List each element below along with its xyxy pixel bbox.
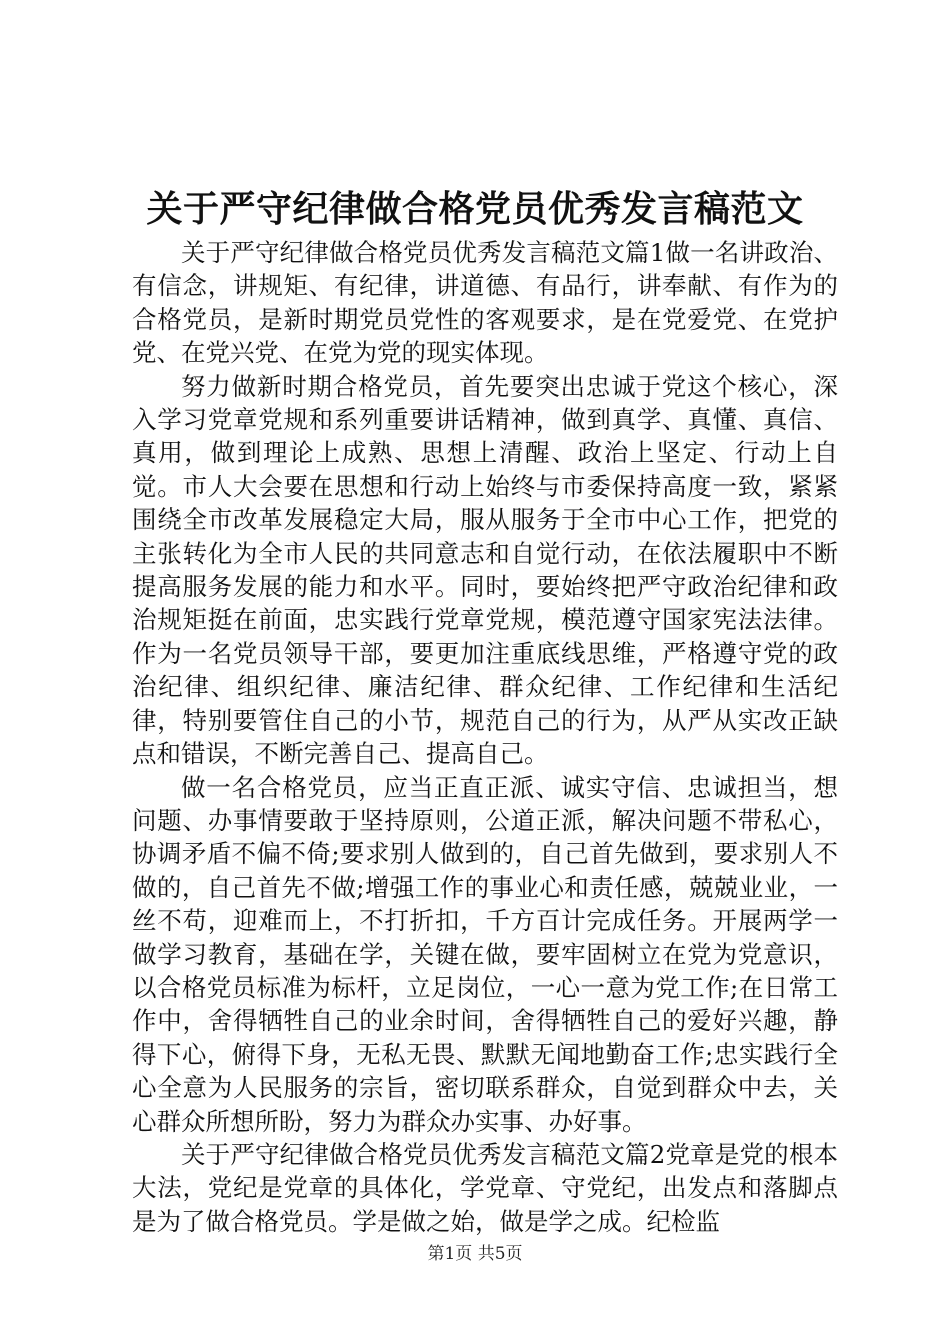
paragraph-4: 关于严守纪律做合格党员优秀发言稿范文篇2党章是党的根本大法，党纪是党章的具体化，学党章、守党纪，出发点和落脚点是为了做合格党员。学是做之始，做是学之成。纪检监 bbox=[132, 1139, 838, 1236]
paragraph-1: 关于严守纪律做合格党员优秀发言稿范文篇1做一名讲政治、有信念，讲规矩、有纪律，讲道德、有品行，讲奉献、有作为的合格党员，是新时期党员党性的客观要求，是在党爱党、在党护党、在党兴党、在党为党的现实体现。 bbox=[132, 238, 838, 368]
paragraph-3: 做一名合格党员，应当正直正派、诚实守信、忠诚担当，想问题、办事情要敢于坚持原则，公道正派，解决问题不带私心，协调矛盾不偏不倚;要求别人做到的，自己首先做到，要求别人不做的，自己首先不做;增强工作的事业心和责任感，兢兢业业，一丝不苟，迎难而上，不打折扣，千方百计完成任务。开展两学一做学习教育，基础在学，关键在做，要牢固树立在党为党意识，以合格党员标准为标杆，立足岗位，一心一意为党工作;在日常工作中，舍得牺牲自己的业余时间，舍得牺牲自己的爱好兴趣，静得下心，俯得下身，无私无畏、默默无闻地勤奋工作;忠实践行全心全意为人民服务的宗旨，密切联系群众，自觉到群众中去，关心群众所想所盼，努力为群众办实事、办好事。 bbox=[132, 772, 838, 1136]
paragraph-2: 努力做新时期合格党员，首先要突出忠诚于党这个核心，深入学习党章党规和系列重要讲话精神，做到真学、真懂、真信、真用，做到理论上成熟、思想上清醒、政治上坚定、行动上自觉。市人大会要在思想和行动上始终与市委保持高度一致，紧紧围绕全市改革发展稳定大局，服从服务于全市中心工作，把党的主张转化为全市人民的共同意志和自觉行动，在依法履职中不断提高服务发展的能力和水平。同时，要始终把严守政治纪律和政治规矩挺在前面，忠实践行党章党规，模范遵守国家宪法法律。作为一名党员领导干部，要更加注重底线思维，严格遵守党的政治纪律、组织纪律、廉洁纪律、群众纪律、工作纪律和生活纪律，特别要管住自己的小节，规范自己的行为，从严从实改正缺点和错误，不断完善自己、提高自己。 bbox=[132, 371, 838, 769]
page-number-footer: 第1页 共5页 bbox=[427, 1244, 523, 1264]
document-title: 关于严守纪律做合格党员优秀发言稿范文 bbox=[146, 188, 804, 230]
document-body bbox=[132, 236, 838, 1238]
